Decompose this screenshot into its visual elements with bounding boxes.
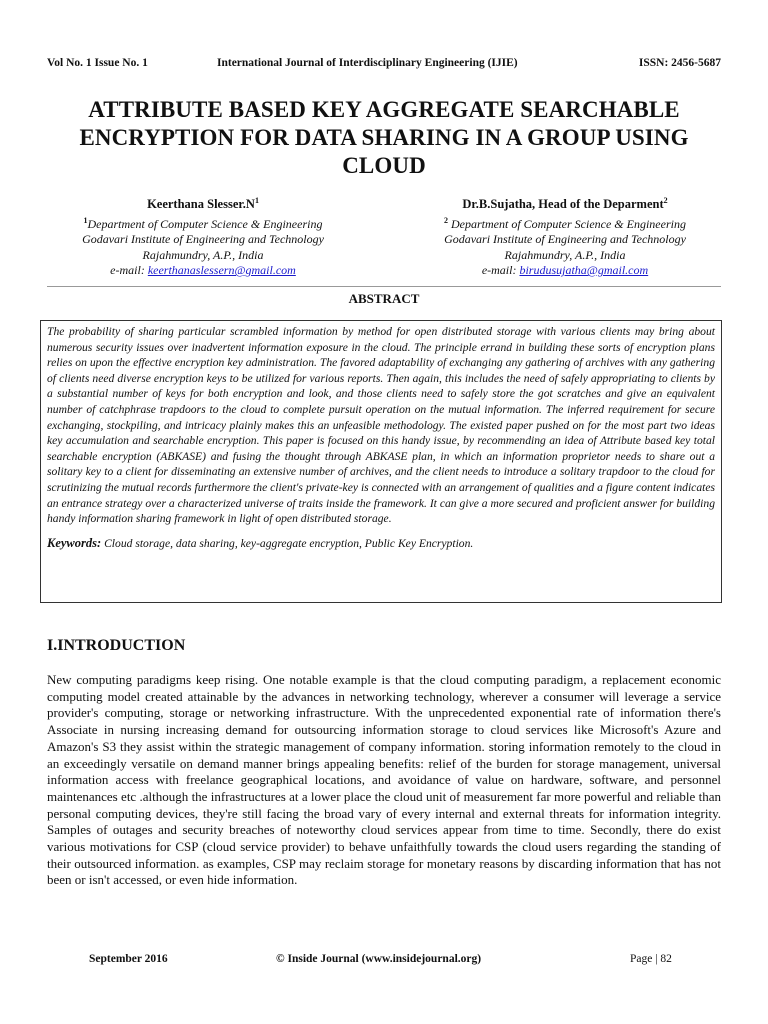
email-link[interactable]: keerthanaslessern@gmail.com xyxy=(147,263,296,278)
title-line-2: ENCRYPTION FOR DATA SHARING IN A GROUP USING xyxy=(79,125,689,150)
author-name: Dr.B.Sujatha, Head of the Deparment$^2$ xyxy=(462,196,668,212)
volume-info: Vol No. 1 Issue No. 1 xyxy=(47,57,148,69)
author-institute: Godavari Institute of Engineering and Technology xyxy=(444,232,686,247)
title-line-3: CLOUD xyxy=(342,153,426,178)
author-location: Rajahmundry, A.P., India xyxy=(504,247,626,262)
author-institute: Godavari Institute of Engineering and Technology xyxy=(82,232,324,247)
issn: ISSN: 2456-5687 xyxy=(638,57,721,69)
keywords-label: Keywords: xyxy=(47,535,102,550)
divider xyxy=(47,286,721,287)
page-number: Page | 82 xyxy=(630,953,672,965)
author-department: $^2$ Department of Computer Science & Engineering xyxy=(444,215,686,231)
keywords-list: Cloud storage, data sharing, key-aggregate encryption, Public Key Encryption. xyxy=(104,536,474,550)
section-title-introduction: I.INTRODUCTION xyxy=(47,637,186,654)
author-location: Rajahmundry, A.P., India xyxy=(142,247,264,262)
author-block-2 xyxy=(415,193,715,279)
abstract-box xyxy=(40,320,722,603)
abstract-heading: ABSTRACT xyxy=(348,291,420,306)
paper-title xyxy=(40,96,728,180)
abstract-text: The probability of sharing particular scrambled information by method for open distributed storage with various clients may bring about numerous security issues over inadvertent information exposure in the cloud. The principle errand in building these sorts of encryption plans relies on upon the effective encryption key administration. The favored adaptability of exchanging any gathering of archives with any gathering of clients need diverse encryption keys to be utilized for various reports. Then again, this includes the need of safely appropriating to clients by a substantial number of keys for both encryption and look, and those clients need to safely store the got scratches and give an equivalent number of catchphrase trapdoors to the cloud to complete pursuit operation on the mutual information. The inferred requirement for secure exchanging, stockpiling, and intricacy plainly makes this an unfeasible methodology. The existed paper pushed on for the most part two ideas key accumulation and searchable encryption. This paper is focused on this handy issue, by recommending an idea of Attribute based key total searchable encryption (ABKASE) and fusing the thought through ABKASE plan, in which an information proprietor needs to share out a solitary key to a client for disseminating an extensive number of archives, and the client needs to introduce a solitary trapdoor to the cloud for scrutinizing the mutual records furthermore the client's private-key is connected with an arrangement of qualities and a figure content indicates an entrance strategy over a characterized universe of traits inside the framework. It can give a more secured and proficient answer for building handy information sharing framework in light of open distributed storage. xyxy=(47,325,715,526)
author-email: e-mail: birudusujatha@gmail.com xyxy=(481,263,649,278)
email-link[interactable]: birudusujatha@gmail.com xyxy=(519,263,649,278)
journal-name: International Journal of Interdisciplinary Engineering (IJIE) xyxy=(217,57,518,69)
journal-header xyxy=(47,57,721,73)
author-block-1 xyxy=(53,193,353,279)
author-name: Keerthana $Slesser.N^1$ xyxy=(147,196,259,212)
footer-publisher: © Inside Journal (www.insidejournal.org) xyxy=(276,953,482,965)
author-email: e-mail: keerthanaslessern@gmail.com xyxy=(110,263,296,278)
introduction-text: New computing paradigms keep rising. One notable example is that the cloud computing paradigm, a replacement economic computing model created attainable by the advances in networking technology, wherever a consumer will leverage a service provider's computing, storage or networking infrastructure. With the unprecedented exponential rate of information there's Associate in nursing increasing demand for outsourcing information storage to cloud services like Microsoft's Azure and Amazon's S3 they assist within the strategic management of company information. storing information remotely to the cloud in an exceedingly versatile on demand manner brings appealing benefits: relief of the burden for storage management, universal information access with freelance geographical locations, and avoidance of value on hardware, software, and personnel maintenances etc .although the infrastructures at a lower place the cloud unit of measurement far more powerful and reliable than personal computing devices, they're still facing the broad vary of every internal and external threats for information integrity. Samples of outages and security breaches of noteworthy cloud services appear from time to time. Secondly, there do exist various motivations for CSP (cloud service provider) to behave unfaithfully towards the cloud users regarding the standing of their outsourced information. as examples, CSP may reclaim storage for monetary reasons by discarding information that has not been or isn't accessed, or even hide information. xyxy=(47,672,721,888)
page-footer xyxy=(0,953,768,969)
keywords xyxy=(47,536,715,551)
footer-date: September 2016 xyxy=(89,953,168,965)
title-line-1: ATTRIBUTE BASED KEY AGGREGATE SEARCHABLE xyxy=(88,97,680,122)
author-department: $^1$Department of Computer Science & Engineering xyxy=(83,215,323,231)
